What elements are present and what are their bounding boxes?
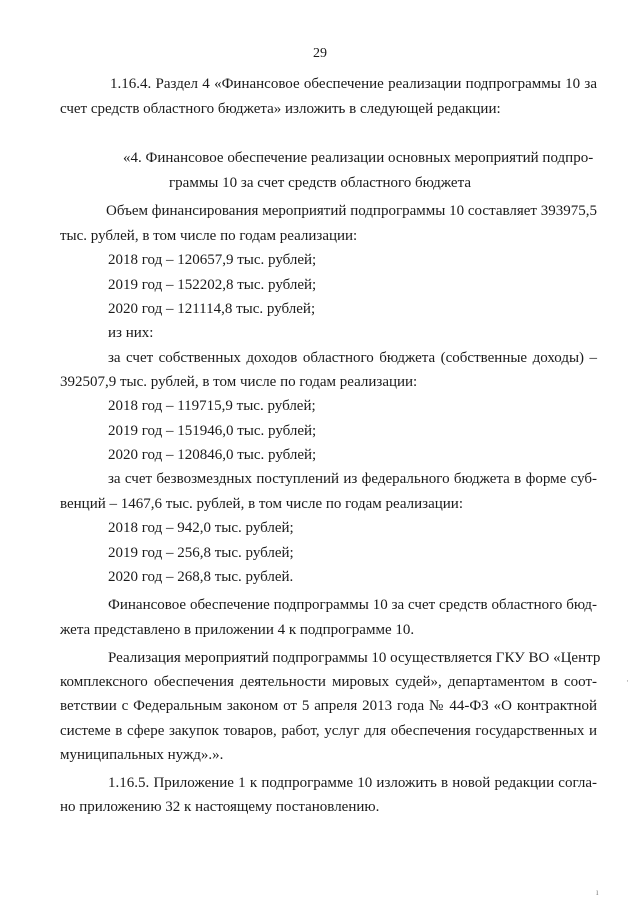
text-line: Финансовое обеспечение подпрограммы 10 за счет средств областного бюд-: [108, 597, 597, 613]
scan-speck: ı: [596, 887, 599, 897]
section-heading: «4. Финансовое обеспечение реализации основных мероприятий подпро-: [123, 150, 594, 166]
text-line: венций – 1467,6 тыс. рублей, в том числе по годам реализации:: [60, 496, 463, 512]
year-amount: 2019 год – 151946,0 тыс. рублей;: [108, 423, 317, 439]
text-line: комплексного обеспечения деятельности мировых судей», департаментом в соот-: [60, 674, 597, 690]
text-line: из них:: [108, 325, 154, 341]
text-line: Объем финансирования мероприятий подпрограммы 10 составляет 393975,5: [106, 203, 597, 219]
scan-speck: ·: [626, 676, 629, 686]
text-line: ветствии с Федеральным законом от 5 апреля 2013 года № 44-ФЗ «О контрактной: [60, 698, 597, 714]
year-amount: 2019 год – 256,8 тыс. рублей;: [108, 545, 294, 561]
text-line: 1.16.5. Приложение 1 к подпрограмме 10 изложить в новой редакции согла-: [108, 775, 597, 791]
text-line: тыс. рублей, в том числе по годам реализации:: [60, 228, 358, 244]
text-line: муниципальных нужд».».: [60, 747, 224, 763]
text-line: счет средств областного бюджета» изложить в следующей редакции:: [60, 101, 501, 117]
year-amount: 2020 год – 120846,0 тыс. рублей;: [108, 447, 317, 463]
page-number: 29: [313, 46, 327, 61]
text-line: но приложению 32 к настоящему постановлению.: [60, 799, 380, 815]
text-line: жета представлено в приложении 4 к подпрограмме 10.: [60, 622, 415, 638]
text-line: 392507,9 тыс. рублей, в том числе по годам реализации:: [60, 374, 418, 390]
text-line: 1.16.4. Раздел 4 «Финансовое обеспечение реализации подпрограммы 10 за: [110, 76, 597, 92]
year-amount: 2020 год – 121114,8 тыс. рублей;: [108, 301, 316, 317]
text-line: системе в сфере закупок товаров, работ, услуг для обеспечения государственных и: [60, 723, 597, 739]
text-line: за счет собственных доходов областного бюджета (собственные доходы) –: [108, 350, 597, 366]
section-heading: граммы 10 за счет средств областного бюджета: [169, 175, 471, 191]
text-line: за счет безвозмездных поступлений из федерального бюджета в форме суб-: [108, 471, 597, 487]
text-line: Реализация мероприятий подпрограммы 10 осуществляется ГКУ ВО «Центр: [108, 650, 601, 666]
year-amount: 2020 год – 268,8 тыс. рублей.: [108, 569, 294, 585]
year-amount: 2018 год – 942,0 тыс. рублей;: [108, 520, 294, 536]
year-amount: 2018 год – 120657,9 тыс. рублей;: [108, 252, 317, 268]
year-amount: 2019 год – 152202,8 тыс. рублей;: [108, 277, 317, 293]
year-amount: 2018 год – 119715,9 тыс. рублей;: [108, 398, 316, 414]
